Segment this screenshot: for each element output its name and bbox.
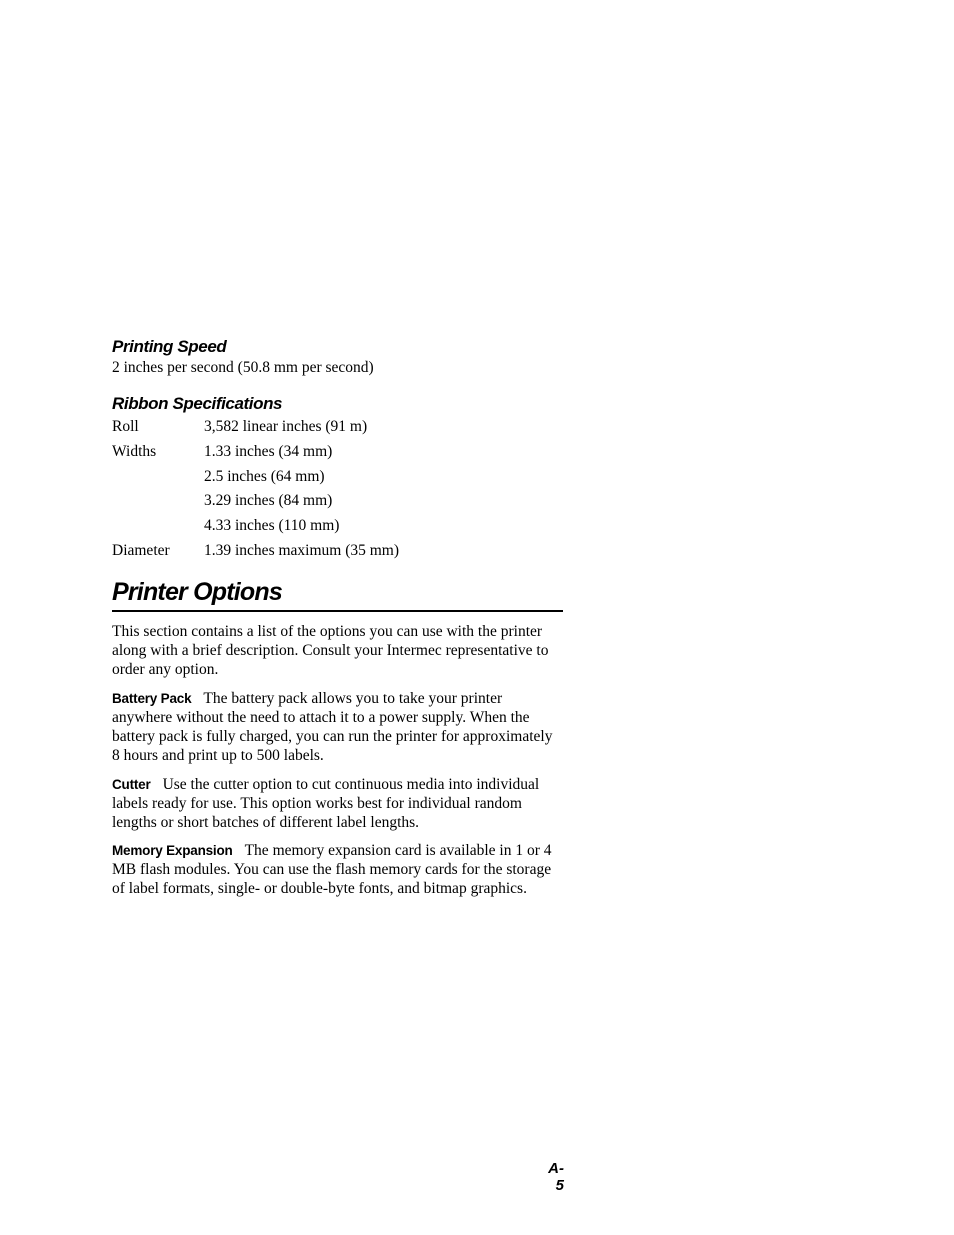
spec-label: [112, 465, 204, 490]
spec-label: Diameter: [112, 541, 170, 559]
spec-value: 2.5 inches (64 mm): [204, 467, 325, 485]
ribbon-spec-table: [112, 415, 564, 564]
printer-options-title: Printer Options: [112, 576, 563, 612]
spec-value: 3,582 linear inches (91 m): [204, 418, 368, 435]
spec-row: [112, 514, 564, 539]
page-number: A-5: [548, 1160, 564, 1194]
spec-value: 4.33 inches (110 mm): [204, 517, 340, 535]
spec-label: [112, 514, 204, 539]
spec-row: [112, 415, 564, 440]
printing-speed-text: 2 inches per second (50.8 mm per second): [112, 359, 374, 376]
option-label: Cutter: [112, 776, 151, 792]
spec-row: [112, 489, 564, 514]
spec-row: [112, 539, 564, 564]
spec-value: 3.29 inches (84 mm): [204, 492, 333, 510]
option-memory-expansion: [112, 841, 564, 898]
spec-value: 1.39 inches maximum (35 mm): [204, 541, 400, 559]
spec-row: [112, 440, 564, 465]
option-cutter: [112, 775, 564, 832]
ribbon-specifications-heading: Ribbon Specifications: [112, 394, 283, 413]
option-description: The memory expansion card is available in 1 or 4 MB flash modules. You can use the flash memory cards for the storage of label formats, single- or double-byte fonts, and bitmap graphics.: [112, 841, 552, 897]
page-content: [112, 336, 564, 898]
printing-speed-heading: Printing Speed: [112, 337, 227, 356]
option-label: Battery Pack: [112, 690, 192, 706]
option-description: Use the cutter option to cut continuous media into individual labels ready for use. This option works best for individual random lengths or short batches of different label lengths.: [112, 775, 540, 831]
spec-value: 1.33 inches (34 mm): [204, 442, 333, 460]
spec-label: [112, 489, 204, 514]
spec-label: Roll: [112, 418, 139, 435]
spec-label: Widths: [112, 442, 157, 460]
printer-options-intro: This section contains a list of the options you can use with the printer along with a brief description. Consult your Intermec representative to order any option.: [112, 622, 549, 678]
option-label: Memory Expansion: [112, 842, 233, 858]
option-description: The battery pack allows you to take your printer anywhere without the need to attach it to a power supply. When the battery pack is fully charged, you can run the printer for approximately 8 hours and print up to 500 labels.: [112, 689, 553, 764]
spec-row: [112, 465, 564, 490]
option-battery-pack: [112, 689, 564, 765]
